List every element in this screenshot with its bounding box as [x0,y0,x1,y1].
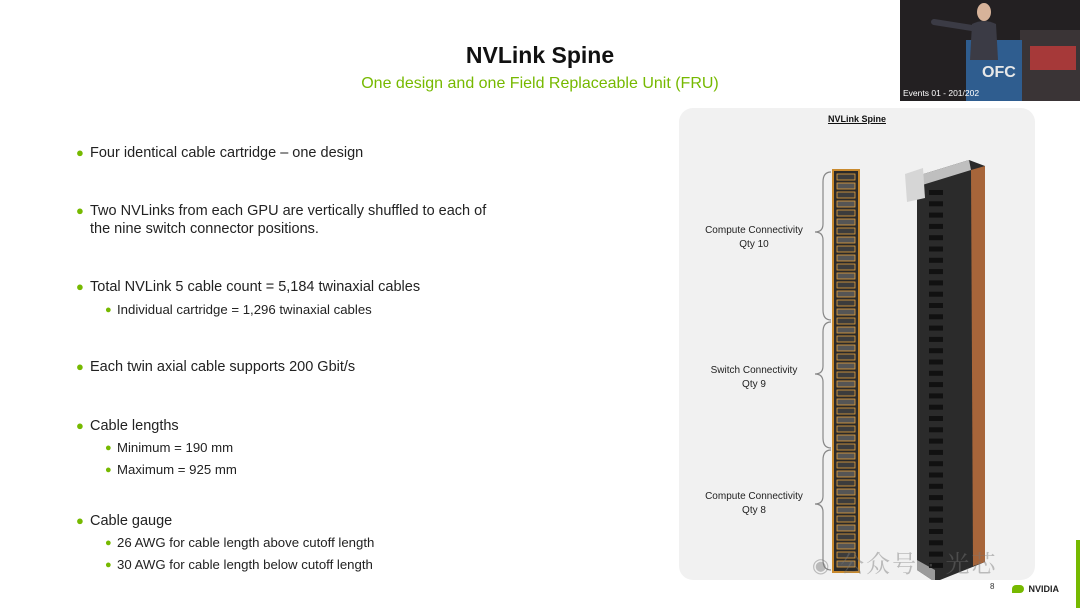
connector-slot [837,246,855,252]
connector-slot [837,327,855,333]
label-line: Compute Connectivity [705,225,803,236]
label-line: Switch Connectivity [710,365,798,376]
bullet-text: Cable gauge [90,513,173,529]
cartridge-port [929,314,943,319]
nvlink-spine-figure [679,108,1035,580]
connector-slot [837,264,855,270]
bullet-text: Total NVLink 5 cable count = 5,184 twinaxial cables [90,279,421,295]
bullet-text: Four identical cable cartridge – one design [90,145,364,161]
cartridge-port [929,190,943,195]
cartridge-port [929,518,943,523]
bullet-dot-icon: ● [76,203,84,218]
connector-slot [837,237,855,243]
cartridge-port [929,326,943,331]
connector-slot [837,273,855,279]
bullet-dot-icon: ● [76,418,84,433]
ofc-sign: OFC [982,64,1016,81]
copper-cable-side [971,166,985,566]
connector-slot [837,318,855,324]
connector-slot [837,462,855,468]
connector-slot [837,282,855,288]
connector-slot [837,183,855,189]
connector-slot [837,255,855,261]
cartridge-port [929,461,943,466]
sub-bullet-text: Individual cartridge = 1,296 twinaxial cables [117,302,372,317]
sub-bullet-item [105,439,233,457]
speaker-video-overlay[interactable] [900,0,1080,101]
cartridge-port [929,224,943,229]
bullet-dot-icon: ● [76,279,84,294]
bullet-item [76,278,420,296]
bullet-dot-icon: ● [76,145,84,160]
slide-subtitle: One design and one Field Replaceable Unit (FRU) [361,75,719,92]
connector-slot [837,300,855,306]
connector-slot [837,192,855,198]
connector-slot [837,381,855,387]
cartridge-port [929,427,943,432]
label-line: Compute Connectivity [705,491,803,502]
connector-slot [837,354,855,360]
cartridge-port [929,450,943,455]
connector-slot [837,210,855,216]
sub-bullet-item [105,534,374,552]
bullet-dot-icon: ● [76,513,84,528]
connector-slot [837,336,855,342]
bullet-item [76,358,355,376]
cartridge-port [929,360,943,365]
switch-connectivity-label [689,364,819,392]
connector-slot [837,525,855,531]
cartridge-bracket-top [905,168,925,202]
sub-bullet-text: Minimum = 190 mm [117,440,234,455]
connector-slot [837,480,855,486]
connector-slot [837,453,855,459]
connector-slot [837,201,855,207]
bullet-item [76,512,172,530]
sub-bullet-item [105,301,372,319]
cartridge-port [929,235,943,240]
cartridge-port [929,495,943,500]
speaker-head-icon [977,3,991,21]
bullet-text: Cable lengths [90,418,179,434]
connector-slot [837,390,855,396]
connector-slot [837,372,855,378]
sub-bullet-item [105,461,237,479]
connector-slot [837,471,855,477]
cartridge-port [929,506,943,511]
connector-slot [837,426,855,432]
connector-slot [837,507,855,513]
page-number: 8 [990,582,995,591]
bullet-text-line1: Two NVLinks from each GPU are vertically shuffled to each of [90,203,487,219]
compute-connectivity-bottom-label [689,490,819,518]
nvidia-eye-icon [1012,585,1024,593]
wechat-watermark [812,544,997,579]
cartridge-port [929,382,943,387]
cartridge-port [929,371,943,376]
nvidia-logo [1012,580,1059,598]
wechat-icon: ◉ [812,555,832,577]
connector-slot [837,291,855,297]
speaker-video-frame [900,0,1080,101]
bullet-dot-icon: ● [76,359,84,374]
connector-slot [837,345,855,351]
connector-slot [837,219,855,225]
connector-slot [837,516,855,522]
cartridge-port [929,303,943,308]
sub-bullet-text: 30 AWG for cable length below cutoff length [117,557,373,572]
cartridge-port [929,213,943,218]
connector-slot [837,309,855,315]
connector-slot [837,228,855,234]
video-caption: Events 01 - 201/202 [903,88,980,98]
nvidia-logo-text: NVIDIA [1028,583,1059,594]
bullet-item [76,202,486,238]
sub-bullet-dot-icon: ● [105,559,112,571]
cartridge-port [929,201,943,206]
connector-slot [837,363,855,369]
sub-bullet-text: 26 AWG for cable length above cutoff length [117,535,375,550]
figure-title: NVLink Spine [827,114,886,124]
cartridge-port [929,405,943,410]
connector-slot [837,399,855,405]
sub-bullet-text: Maximum = 925 mm [117,462,237,477]
cartridge-port [929,348,943,353]
bullet-item [76,417,179,435]
sub-bullet-item [105,556,373,574]
connector-slot [837,534,855,540]
connector-slot [837,435,855,441]
connector-slot [837,417,855,423]
cartridge-port [929,269,943,274]
cartridge-port [929,439,943,444]
label-qty: Qty 10 [739,239,769,250]
accent-edge [1076,540,1080,608]
label-qty: Qty 8 [742,505,766,516]
bullet-item [76,144,363,162]
sub-bullet-dot-icon: ● [105,537,112,549]
cartridge-port [929,292,943,297]
connector-slot [837,489,855,495]
compute-connectivity-top-label [689,224,819,252]
cartridge-port [929,484,943,489]
watermark-text: 公众号 · 光芯 [840,551,998,578]
sub-bullet-dot-icon: ● [105,442,112,454]
cartridge-port [929,337,943,342]
cartridge-port [929,393,943,398]
cartridge-port [929,529,943,534]
bullet-text-line2: the nine switch connector positions. [90,221,319,237]
cartridge-port [929,247,943,252]
connector-slot [837,408,855,414]
label-qty: Qty 9 [742,379,766,390]
cartridge-port [929,473,943,478]
slide-title: NVLink Spine [465,42,615,68]
sub-bullet-dot-icon: ● [105,464,112,476]
connector-slot [837,174,855,180]
connector-slot [837,444,855,450]
bullet-text: Each twin axial cable supports 200 Gbit/s [90,359,356,375]
cartridge-port [929,280,943,285]
sub-bullet-dot-icon: ● [105,304,112,316]
cartridge-port [929,416,943,421]
connector-slot [837,498,855,504]
cartridge-port [929,258,943,263]
